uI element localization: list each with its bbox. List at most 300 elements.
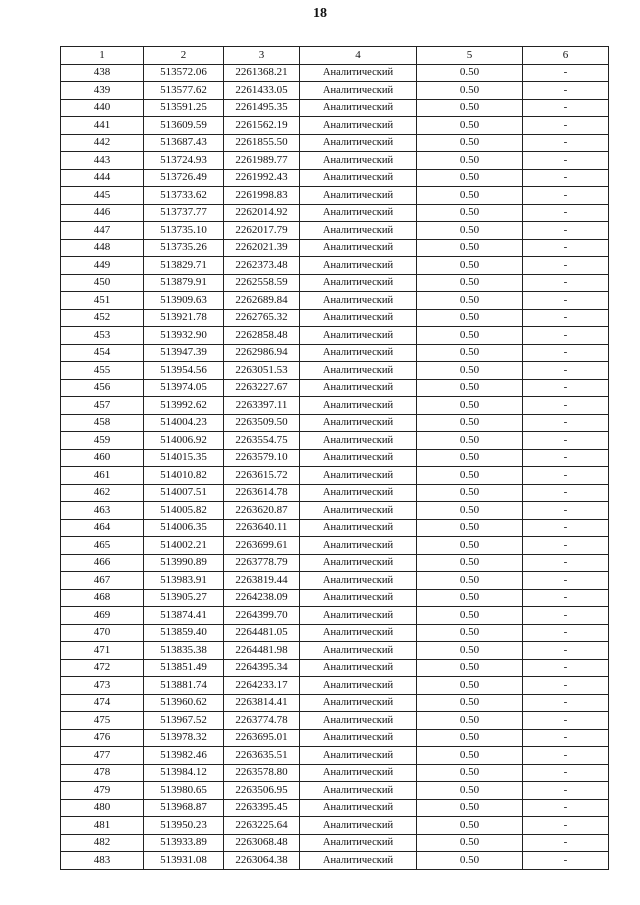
table-row (61, 152, 609, 170)
x-coordinate-cell: 513735.10 (144, 222, 224, 240)
point-number-cell: 471 (61, 642, 144, 660)
point-number-cell: 439 (61, 82, 144, 100)
note-cell: - (523, 642, 609, 660)
table-row (61, 187, 609, 205)
accuracy-cell: 0.50 (417, 572, 523, 590)
method-cell: Аналитический (300, 659, 417, 677)
x-coordinate-cell: 513954.56 (144, 362, 224, 380)
method-cell: Аналитический (300, 537, 417, 555)
table-row (61, 572, 609, 590)
accuracy-cell: 0.50 (417, 554, 523, 572)
method-cell: Аналитический (300, 344, 417, 362)
point-number-cell: 459 (61, 432, 144, 450)
accuracy-cell: 0.50 (417, 642, 523, 660)
y-coordinate-cell: 2263778.79 (224, 554, 300, 572)
method-cell: Аналитический (300, 589, 417, 607)
accuracy-cell: 0.50 (417, 117, 523, 135)
note-cell: - (523, 117, 609, 135)
column-header: 4 (300, 47, 417, 65)
method-cell: Аналитический (300, 764, 417, 782)
y-coordinate-cell: 2262765.32 (224, 309, 300, 327)
method-cell: Аналитический (300, 747, 417, 765)
accuracy-cell: 0.50 (417, 222, 523, 240)
coordinates-table (60, 46, 609, 870)
point-number-cell: 446 (61, 204, 144, 222)
column-header: 5 (417, 47, 523, 65)
y-coordinate-cell: 2263640.11 (224, 519, 300, 537)
method-cell: Аналитический (300, 99, 417, 117)
method-cell: Аналитический (300, 607, 417, 625)
accuracy-cell: 0.50 (417, 327, 523, 345)
x-coordinate-cell: 513733.62 (144, 187, 224, 205)
accuracy-cell: 0.50 (417, 152, 523, 170)
y-coordinate-cell: 2263614.78 (224, 484, 300, 502)
method-cell: Аналитический (300, 694, 417, 712)
y-coordinate-cell: 2263635.51 (224, 747, 300, 765)
y-coordinate-cell: 2264399.70 (224, 607, 300, 625)
y-coordinate-cell: 2264395.34 (224, 659, 300, 677)
table-header-row (61, 47, 609, 65)
y-coordinate-cell: 2263509.50 (224, 414, 300, 432)
point-number-cell: 476 (61, 729, 144, 747)
accuracy-cell: 0.50 (417, 694, 523, 712)
table-row (61, 274, 609, 292)
x-coordinate-cell: 513982.46 (144, 747, 224, 765)
y-coordinate-cell: 2263064.38 (224, 852, 300, 870)
x-coordinate-cell: 513881.74 (144, 677, 224, 695)
note-cell: - (523, 817, 609, 835)
y-coordinate-cell: 2261998.83 (224, 187, 300, 205)
point-number-cell: 455 (61, 362, 144, 380)
method-cell: Аналитический (300, 642, 417, 660)
point-number-cell: 452 (61, 309, 144, 327)
table-row (61, 834, 609, 852)
y-coordinate-cell: 2264481.98 (224, 642, 300, 660)
x-coordinate-cell: 514006.92 (144, 432, 224, 450)
x-coordinate-cell: 513874.41 (144, 607, 224, 625)
y-coordinate-cell: 2263819.44 (224, 572, 300, 590)
point-number-cell: 468 (61, 589, 144, 607)
x-coordinate-cell: 513983.91 (144, 572, 224, 590)
note-cell: - (523, 274, 609, 292)
x-coordinate-cell: 513984.12 (144, 764, 224, 782)
accuracy-cell: 0.50 (417, 782, 523, 800)
point-number-cell: 448 (61, 239, 144, 257)
method-cell: Аналитический (300, 204, 417, 222)
accuracy-cell: 0.50 (417, 484, 523, 502)
table-row (61, 117, 609, 135)
method-cell: Аналитический (300, 239, 417, 257)
method-cell: Аналитический (300, 624, 417, 642)
accuracy-cell: 0.50 (417, 204, 523, 222)
x-coordinate-cell: 513932.90 (144, 327, 224, 345)
y-coordinate-cell: 2263051.53 (224, 362, 300, 380)
y-coordinate-cell: 2263225.64 (224, 817, 300, 835)
table-row (61, 449, 609, 467)
note-cell: - (523, 169, 609, 187)
method-cell: Аналитический (300, 572, 417, 590)
point-number-cell: 445 (61, 187, 144, 205)
note-cell: - (523, 379, 609, 397)
table-row (61, 694, 609, 712)
note-cell: - (523, 467, 609, 485)
table-row (61, 64, 609, 82)
table-row (61, 432, 609, 450)
y-coordinate-cell: 2261989.77 (224, 152, 300, 170)
y-coordinate-cell: 2261368.21 (224, 64, 300, 82)
note-cell: - (523, 82, 609, 100)
method-cell: Аналитический (300, 449, 417, 467)
method-cell: Аналитический (300, 117, 417, 135)
point-number-cell: 478 (61, 764, 144, 782)
note-cell: - (523, 152, 609, 170)
note-cell: - (523, 449, 609, 467)
point-number-cell: 475 (61, 712, 144, 730)
accuracy-cell: 0.50 (417, 712, 523, 730)
point-number-cell: 483 (61, 852, 144, 870)
point-number-cell: 464 (61, 519, 144, 537)
x-coordinate-cell: 514007.51 (144, 484, 224, 502)
x-coordinate-cell: 514005.82 (144, 502, 224, 520)
accuracy-cell: 0.50 (417, 362, 523, 380)
x-coordinate-cell: 513851.49 (144, 659, 224, 677)
point-number-cell: 458 (61, 414, 144, 432)
note-cell: - (523, 99, 609, 117)
column-header: 2 (144, 47, 224, 65)
table-row (61, 519, 609, 537)
accuracy-cell: 0.50 (417, 239, 523, 257)
note-cell: - (523, 309, 609, 327)
accuracy-cell: 0.50 (417, 729, 523, 747)
x-coordinate-cell: 513724.93 (144, 152, 224, 170)
method-cell: Аналитический (300, 554, 417, 572)
note-cell: - (523, 782, 609, 800)
table-row (61, 467, 609, 485)
x-coordinate-cell: 513609.59 (144, 117, 224, 135)
note-cell: - (523, 729, 609, 747)
accuracy-cell: 0.50 (417, 467, 523, 485)
note-cell: - (523, 677, 609, 695)
point-number-cell: 456 (61, 379, 144, 397)
table-row (61, 817, 609, 835)
x-coordinate-cell: 513735.26 (144, 239, 224, 257)
accuracy-cell: 0.50 (417, 134, 523, 152)
note-cell: - (523, 64, 609, 82)
table-row (61, 764, 609, 782)
note-cell: - (523, 292, 609, 310)
method-cell: Аналитический (300, 677, 417, 695)
method-cell: Аналитический (300, 379, 417, 397)
accuracy-cell: 0.50 (417, 764, 523, 782)
x-coordinate-cell: 513960.62 (144, 694, 224, 712)
method-cell: Аналитический (300, 274, 417, 292)
note-cell: - (523, 502, 609, 520)
method-cell: Аналитический (300, 484, 417, 502)
point-number-cell: 469 (61, 607, 144, 625)
x-coordinate-cell: 513968.87 (144, 799, 224, 817)
column-header: 3 (224, 47, 300, 65)
y-coordinate-cell: 2263695.01 (224, 729, 300, 747)
y-coordinate-cell: 2263554.75 (224, 432, 300, 450)
x-coordinate-cell: 513835.38 (144, 642, 224, 660)
y-coordinate-cell: 2262373.48 (224, 257, 300, 275)
method-cell: Аналитический (300, 222, 417, 240)
accuracy-cell: 0.50 (417, 309, 523, 327)
note-cell: - (523, 519, 609, 537)
note-cell: - (523, 327, 609, 345)
accuracy-cell: 0.50 (417, 257, 523, 275)
y-coordinate-cell: 2264233.17 (224, 677, 300, 695)
method-cell: Аналитический (300, 327, 417, 345)
y-coordinate-cell: 2262021.39 (224, 239, 300, 257)
y-coordinate-cell: 2261992.43 (224, 169, 300, 187)
x-coordinate-cell: 513591.25 (144, 99, 224, 117)
y-coordinate-cell: 2263397.11 (224, 397, 300, 415)
table-row (61, 397, 609, 415)
method-cell: Аналитический (300, 257, 417, 275)
table-row (61, 502, 609, 520)
x-coordinate-cell: 513967.52 (144, 712, 224, 730)
point-number-cell: 482 (61, 834, 144, 852)
point-number-cell: 480 (61, 799, 144, 817)
method-cell: Аналитический (300, 834, 417, 852)
point-number-cell: 479 (61, 782, 144, 800)
accuracy-cell: 0.50 (417, 659, 523, 677)
point-number-cell: 462 (61, 484, 144, 502)
point-number-cell: 454 (61, 344, 144, 362)
table-row (61, 484, 609, 502)
table-row (61, 344, 609, 362)
y-coordinate-cell: 2262014.92 (224, 204, 300, 222)
note-cell: - (523, 432, 609, 450)
y-coordinate-cell: 2263227.67 (224, 379, 300, 397)
note-cell: - (523, 344, 609, 362)
point-number-cell: 474 (61, 694, 144, 712)
note-cell: - (523, 607, 609, 625)
note-cell: - (523, 537, 609, 555)
accuracy-cell: 0.50 (417, 82, 523, 100)
point-number-cell: 441 (61, 117, 144, 135)
y-coordinate-cell: 2263506.95 (224, 782, 300, 800)
y-coordinate-cell: 2261495.35 (224, 99, 300, 117)
method-cell: Аналитический (300, 64, 417, 82)
x-coordinate-cell: 513980.65 (144, 782, 224, 800)
table-row (61, 362, 609, 380)
point-number-cell: 440 (61, 99, 144, 117)
table-row (61, 82, 609, 100)
method-cell: Аналитический (300, 852, 417, 870)
y-coordinate-cell: 2263578.80 (224, 764, 300, 782)
method-cell: Аналитический (300, 292, 417, 310)
note-cell: - (523, 659, 609, 677)
method-cell: Аналитический (300, 519, 417, 537)
point-number-cell: 447 (61, 222, 144, 240)
table-row (61, 169, 609, 187)
table-row (61, 222, 609, 240)
method-cell: Аналитический (300, 134, 417, 152)
table-row (61, 712, 609, 730)
accuracy-cell: 0.50 (417, 852, 523, 870)
x-coordinate-cell: 513990.89 (144, 554, 224, 572)
y-coordinate-cell: 2263579.10 (224, 449, 300, 467)
page-number: 18 (313, 6, 327, 21)
x-coordinate-cell: 513921.78 (144, 309, 224, 327)
table-row (61, 99, 609, 117)
note-cell: - (523, 852, 609, 870)
point-number-cell: 450 (61, 274, 144, 292)
method-cell: Аналитический (300, 362, 417, 380)
table-row (61, 327, 609, 345)
point-number-cell: 438 (61, 64, 144, 82)
table-row (61, 607, 609, 625)
table-row (61, 677, 609, 695)
point-number-cell: 451 (61, 292, 144, 310)
table-row (61, 239, 609, 257)
method-cell: Аналитический (300, 799, 417, 817)
table-row (61, 554, 609, 572)
y-coordinate-cell: 2263814.41 (224, 694, 300, 712)
table-row (61, 659, 609, 677)
method-cell: Аналитический (300, 169, 417, 187)
table-row (61, 204, 609, 222)
table-row (61, 414, 609, 432)
point-number-cell: 472 (61, 659, 144, 677)
accuracy-cell: 0.50 (417, 834, 523, 852)
method-cell: Аналитический (300, 502, 417, 520)
note-cell: - (523, 747, 609, 765)
note-cell: - (523, 589, 609, 607)
accuracy-cell: 0.50 (417, 379, 523, 397)
x-coordinate-cell: 514004.23 (144, 414, 224, 432)
accuracy-cell: 0.50 (417, 589, 523, 607)
method-cell: Аналитический (300, 729, 417, 747)
note-cell: - (523, 397, 609, 415)
method-cell: Аналитический (300, 397, 417, 415)
x-coordinate-cell: 513931.08 (144, 852, 224, 870)
y-coordinate-cell: 2261562.19 (224, 117, 300, 135)
y-coordinate-cell: 2264238.09 (224, 589, 300, 607)
accuracy-cell: 0.50 (417, 397, 523, 415)
table-row (61, 747, 609, 765)
table-row (61, 852, 609, 870)
point-number-cell: 463 (61, 502, 144, 520)
accuracy-cell: 0.50 (417, 274, 523, 292)
x-coordinate-cell: 513974.05 (144, 379, 224, 397)
accuracy-cell: 0.50 (417, 799, 523, 817)
x-coordinate-cell: 513950.23 (144, 817, 224, 835)
accuracy-cell: 0.50 (417, 747, 523, 765)
note-cell: - (523, 764, 609, 782)
method-cell: Аналитический (300, 817, 417, 835)
point-number-cell: 467 (61, 572, 144, 590)
point-number-cell: 477 (61, 747, 144, 765)
note-cell: - (523, 712, 609, 730)
point-number-cell: 444 (61, 169, 144, 187)
point-number-cell: 460 (61, 449, 144, 467)
method-cell: Аналитический (300, 309, 417, 327)
y-coordinate-cell: 2262986.94 (224, 344, 300, 362)
table-row (61, 729, 609, 747)
note-cell: - (523, 554, 609, 572)
note-cell: - (523, 834, 609, 852)
x-coordinate-cell: 513978.32 (144, 729, 224, 747)
point-number-cell: 461 (61, 467, 144, 485)
x-coordinate-cell: 513829.71 (144, 257, 224, 275)
y-coordinate-cell: 2262558.59 (224, 274, 300, 292)
point-number-cell: 449 (61, 257, 144, 275)
point-number-cell: 443 (61, 152, 144, 170)
x-coordinate-cell: 513572.06 (144, 64, 224, 82)
x-coordinate-cell: 513726.49 (144, 169, 224, 187)
table-row (61, 134, 609, 152)
y-coordinate-cell: 2262017.79 (224, 222, 300, 240)
table-row (61, 642, 609, 660)
y-coordinate-cell: 2263620.87 (224, 502, 300, 520)
x-coordinate-cell: 513905.27 (144, 589, 224, 607)
method-cell: Аналитический (300, 414, 417, 432)
y-coordinate-cell: 2263395.45 (224, 799, 300, 817)
note-cell: - (523, 572, 609, 590)
accuracy-cell: 0.50 (417, 99, 523, 117)
method-cell: Аналитический (300, 432, 417, 450)
note-cell: - (523, 624, 609, 642)
table-row (61, 537, 609, 555)
accuracy-cell: 0.50 (417, 502, 523, 520)
point-number-cell: 442 (61, 134, 144, 152)
x-coordinate-cell: 513879.91 (144, 274, 224, 292)
y-coordinate-cell: 2263068.48 (224, 834, 300, 852)
note-cell: - (523, 222, 609, 240)
x-coordinate-cell: 514010.82 (144, 467, 224, 485)
method-cell: Аналитический (300, 82, 417, 100)
x-coordinate-cell: 513859.40 (144, 624, 224, 642)
point-number-cell: 465 (61, 537, 144, 555)
point-number-cell: 473 (61, 677, 144, 695)
y-coordinate-cell: 2262858.48 (224, 327, 300, 345)
note-cell: - (523, 362, 609, 380)
accuracy-cell: 0.50 (417, 292, 523, 310)
note-cell: - (523, 239, 609, 257)
accuracy-cell: 0.50 (417, 537, 523, 555)
method-cell: Аналитический (300, 712, 417, 730)
x-coordinate-cell: 514006.35 (144, 519, 224, 537)
y-coordinate-cell: 2261433.05 (224, 82, 300, 100)
x-coordinate-cell: 513909.63 (144, 292, 224, 310)
y-coordinate-cell: 2263615.72 (224, 467, 300, 485)
accuracy-cell: 0.50 (417, 624, 523, 642)
y-coordinate-cell: 2263699.61 (224, 537, 300, 555)
point-number-cell: 466 (61, 554, 144, 572)
accuracy-cell: 0.50 (417, 187, 523, 205)
table-row (61, 589, 609, 607)
note-cell: - (523, 134, 609, 152)
point-number-cell: 481 (61, 817, 144, 835)
note-cell: - (523, 799, 609, 817)
note-cell: - (523, 204, 609, 222)
x-coordinate-cell: 513577.62 (144, 82, 224, 100)
table-body (61, 64, 609, 869)
point-number-cell: 453 (61, 327, 144, 345)
note-cell: - (523, 187, 609, 205)
table-row (61, 309, 609, 327)
table-row (61, 257, 609, 275)
note-cell: - (523, 484, 609, 502)
y-coordinate-cell: 2261855.50 (224, 134, 300, 152)
accuracy-cell: 0.50 (417, 414, 523, 432)
x-coordinate-cell: 513737.77 (144, 204, 224, 222)
accuracy-cell: 0.50 (417, 344, 523, 362)
point-number-cell: 457 (61, 397, 144, 415)
